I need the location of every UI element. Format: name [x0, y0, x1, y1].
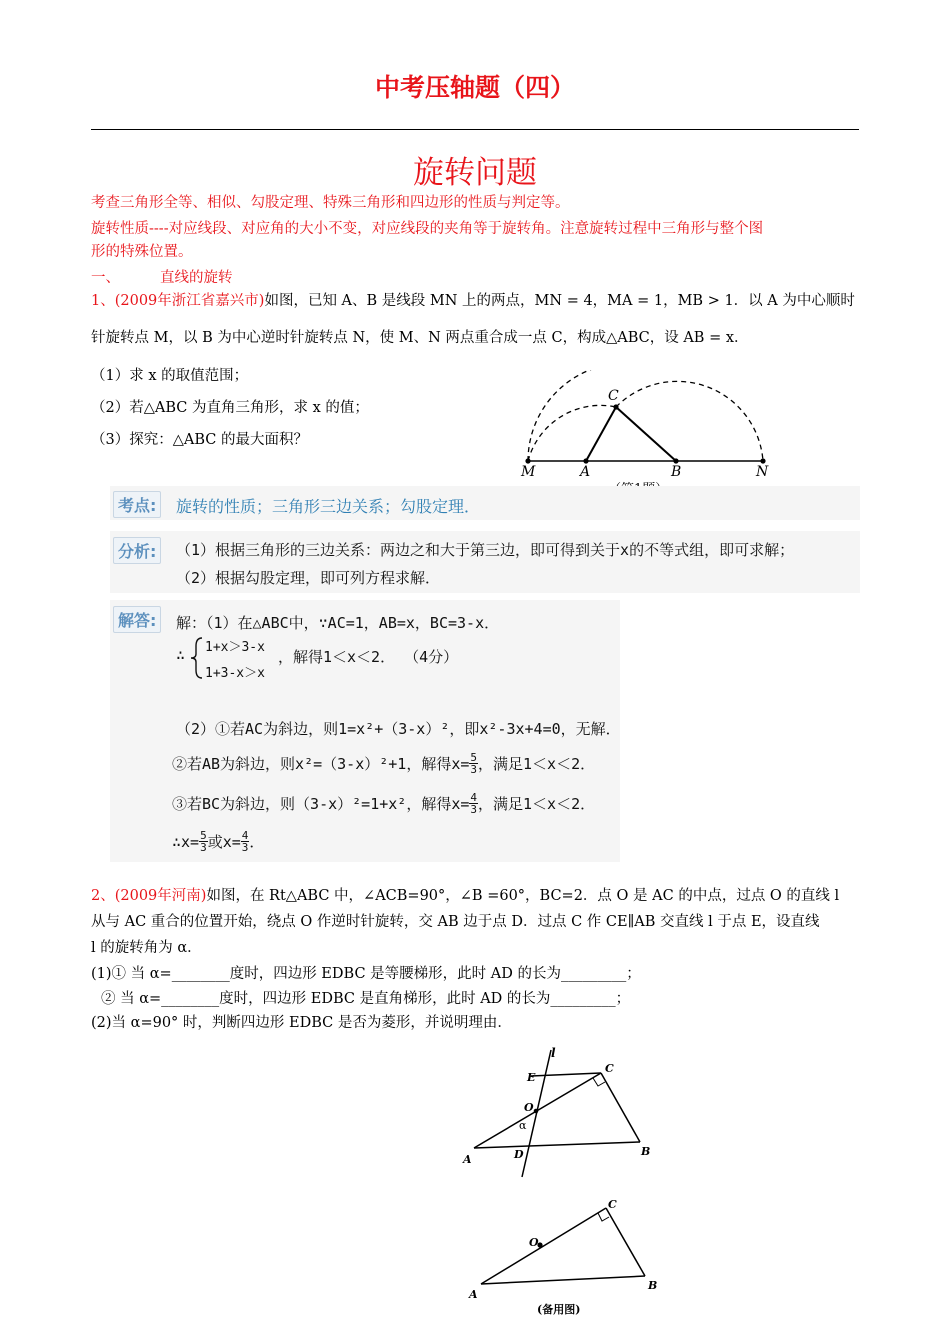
label-l: l [551, 1046, 556, 1060]
label-d: D [514, 1148, 524, 1161]
section-1-number: 一、 [91, 270, 120, 286]
sol4-part-a: ③若BC为斜边，则（3-x）²=1+x²，解得x= [172, 795, 470, 813]
q1-stem-line-2: 针旋转点 M，以 B 为中心逆时针旋转点 N，使 M、N 两点重合成一点 C，构成△ABC，设 AB = x． [91, 330, 749, 346]
label-alpha: α [519, 1119, 527, 1132]
q2-stem-line-1 [91, 886, 839, 907]
system-result: ，解得1＜x＜2． （4分） [278, 648, 459, 666]
fraction-4-3-final: $\frac{4}{3}$ [241, 829, 249, 854]
point-n [760, 458, 765, 463]
fraction-5-3: $\frac{5}{3}$ [470, 751, 478, 776]
q2-part-1: (1)① 当 α=________度时，四边形 EDBC 是等腰梯形，此时 AD 的长为_________； [91, 966, 641, 982]
section-subtitle: 旋转问题 [413, 155, 537, 191]
jieda-block [110, 600, 620, 862]
kaodian-label: 考点: [113, 491, 161, 518]
spare-label-b: B [648, 1279, 658, 1292]
kaodian-block [110, 486, 860, 520]
segment-cb [601, 1073, 640, 1142]
point-c [613, 404, 618, 409]
solution-line-1: 解：（1）在△ABC中，∵AC=1，AB=x，BC=3-x． [176, 614, 500, 632]
fraction-4-3: $\frac{4}{3}$ [470, 791, 478, 816]
q1-stem-1: 如图，已知 A、B 是线段 MN 上的两点，MN = 4，MA = 1，MB > 1．以 A 为中心顺时 [264, 293, 855, 309]
fenxi-line-1: （1）根据三角形的三边关系：两边之和大于第三边，即可得到关于x的不等式组，即可求解； [176, 541, 795, 559]
q1-part-2: （2）若△ABC 为直角三角形，求 x 的值； [91, 400, 369, 416]
arc-c-to-n [616, 381, 763, 461]
q2-stem-1: 如图，在 Rt△ABC 中，∠ACB=90°，∠B =60°，BC=2．点 O 是 AC 的中点，过点 O 的直线 l [206, 888, 840, 904]
point-a [583, 458, 588, 463]
intro-line-2: 旋转性质----对应线段、对应角的大小不变，对应线段的夹角等于旋转角。注意旋转过程中三角形与整个图 [91, 221, 764, 237]
segment-ac [586, 407, 616, 461]
q1-part-1: （1）求 x 的取值范围； [91, 368, 249, 384]
system-inequality-1: 1+x＞3-x [205, 640, 265, 655]
point-b [673, 458, 678, 463]
fenxi-block [110, 531, 860, 593]
segment-bc [616, 407, 676, 461]
q2-figure-spare [460, 1192, 680, 1322]
spare-right-angle-mark [598, 1213, 609, 1221]
label-e: E [527, 1071, 536, 1084]
q1-figure [510, 370, 790, 500]
spare-label-a: A [469, 1288, 478, 1301]
q2-stem-line-2: 从与 AC 重合的位置开始，绕点 O 作逆时针旋转，交 AB 边于点 D．过点 C 作 CE∥AB 交直线 l 于点 E，设直线 [91, 914, 820, 930]
spare-figure-caption: (备用图) [537, 1303, 581, 1316]
point-o [534, 1109, 539, 1114]
fenxi-line-2: （2）根据勾股定理，即可列方程求解． [176, 569, 441, 587]
sol4-part-b: ，满足1＜x＜2． [478, 795, 596, 813]
intro-line-3: 形的特殊位置。 [91, 244, 193, 260]
q1-source: 1、(2009年浙江省嘉兴市) [91, 293, 265, 309]
label-m: M [521, 464, 536, 480]
fenxi-label: 分析: [113, 537, 161, 564]
label-a: A [580, 464, 591, 480]
solution-line-2: （2）①若AC为斜边，则1=x²+（3-x）²，即x²-3x+4=0，无解． [176, 720, 621, 738]
segment-ec [531, 1073, 601, 1076]
title-divider [91, 129, 859, 130]
kaodian-text: 旋转的性质；三角形三边关系；勾股定理． [176, 497, 481, 516]
spare-segment-cb [606, 1208, 645, 1276]
label-b: B [641, 1145, 651, 1158]
label-n: N [756, 464, 769, 480]
intro-line-1: 考查三角形全等、相似、勾股定理、特殊三角形和四边形的性质与判定等。 [91, 195, 570, 211]
spare-segment-ac [481, 1208, 606, 1284]
q1-stem-line-1 [91, 291, 855, 312]
segment-ab [474, 1142, 640, 1148]
right-angle-mark [593, 1078, 605, 1086]
sol5-part-c: ． [249, 833, 265, 851]
sol5-part-a: ∴x= [172, 832, 200, 851]
section-1-title: 直线的旋转 [160, 270, 233, 286]
label-a: A [463, 1153, 472, 1166]
q2-part-2: ② 当 α=________度时，四边形 EDBC 是直角梯形，此时 AD 的长为_________； [101, 991, 631, 1007]
label-c: C [608, 388, 619, 404]
sol5-part-b: 或x= [207, 833, 241, 851]
solution-line-4 [172, 792, 595, 815]
spare-segment-ab [481, 1276, 645, 1284]
page-title: 中考压轴题（四） [374, 73, 575, 102]
point-m [525, 458, 530, 463]
sol3-part-b: ，满足1＜x＜2． [478, 755, 596, 773]
fraction-5-3-final: $\frac{5}{3}$ [200, 829, 207, 854]
arc-m-to-c [528, 405, 616, 461]
label-c: C [605, 1062, 614, 1075]
sol3-part-a: ②若AB为斜边，则x²=（3-x）²+1，解得x= [172, 755, 470, 773]
q2-stem-line-3: l 的旋转角为 α． [91, 940, 202, 956]
system-inequality-2: 1+3-x＞x [205, 666, 265, 681]
therefore-symbol: ∴ [176, 646, 186, 664]
q2-figure-main [455, 1045, 675, 1185]
q1-part-3: （3）探究：△ABC 的最大面积？ [91, 432, 308, 448]
q2-part-3: (2)当 α=90° 时，判断四边形 EDBC 是否为菱形，并说明理由． [91, 1015, 512, 1031]
jieda-label: 解答: [113, 606, 161, 633]
solution-line-3 [172, 752, 595, 775]
label-b: B [671, 464, 682, 480]
system-brace [190, 636, 204, 680]
spare-label-c: C [608, 1198, 617, 1211]
q2-source: 2、(2009年河南) [91, 888, 207, 904]
spare-label-o: O [529, 1236, 539, 1249]
solution-line-5 [172, 830, 264, 853]
label-o: O [524, 1101, 534, 1114]
